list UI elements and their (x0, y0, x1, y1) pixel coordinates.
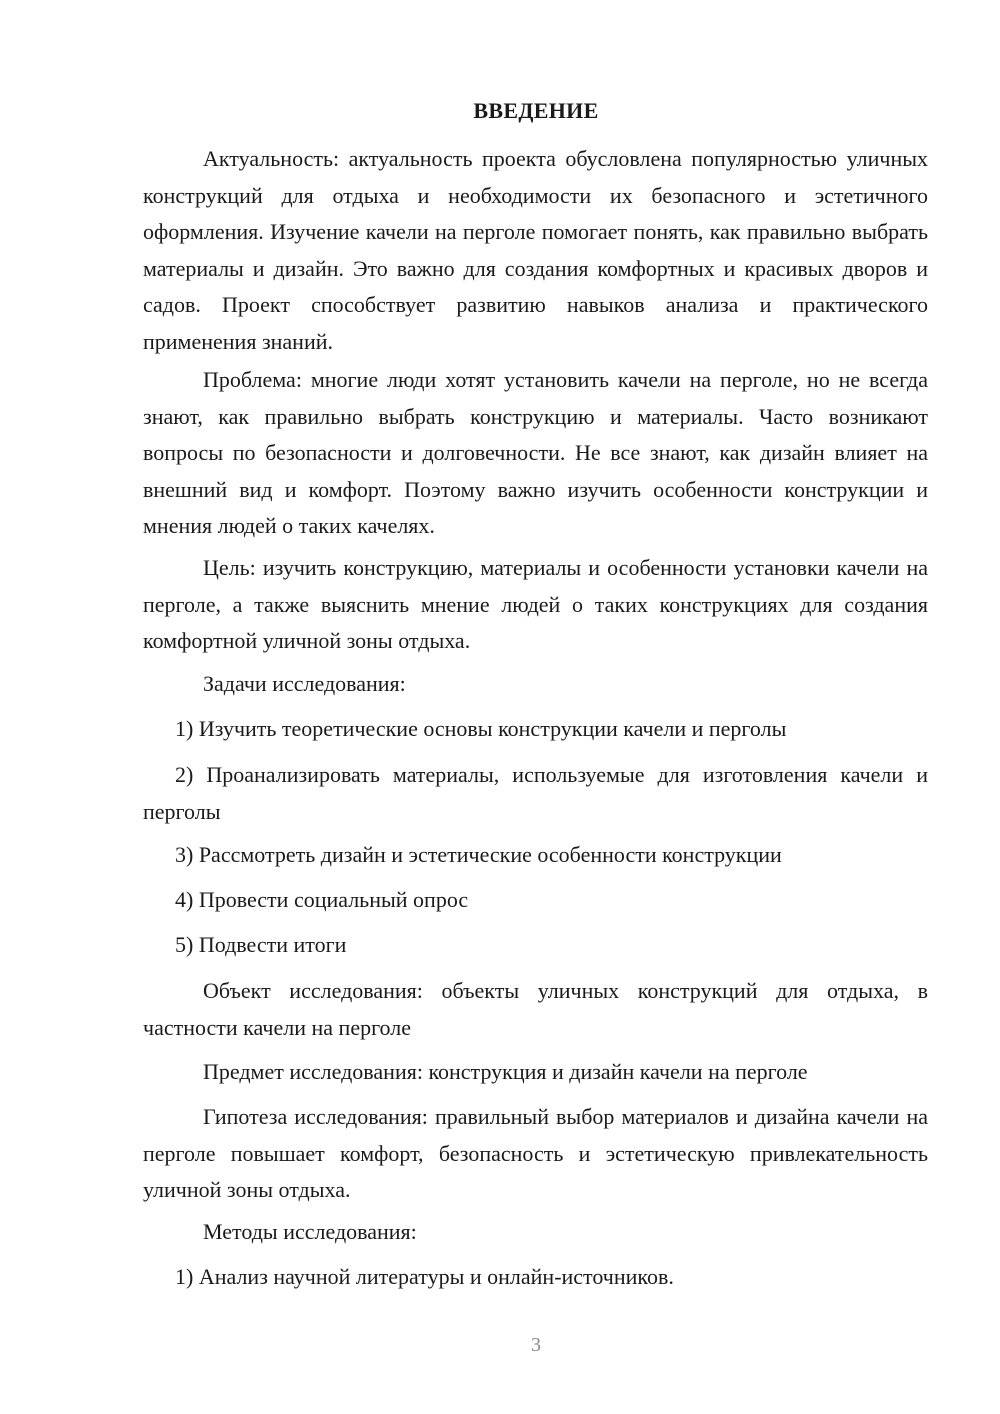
paragraph-subject: Предмет исследования: конструкция и дизайн качели на перголе (203, 1059, 808, 1084)
paragraph-hypothesis: Гипотеза исследования: правильный выбор материалов и дизайна качели на перголе повышает комфорт, безопасность и эстетическую привлекательность уличной зоны отдыха. (143, 1104, 928, 1203)
section-title: ВВЕДЕНИЕ (473, 98, 599, 123)
task-item-3: 3) Рассмотреть дизайн и эстетические особенности конструкции (175, 842, 782, 867)
task-item-2: 2) Проанализировать материалы, используемые для изготовления качели и перголы (143, 762, 928, 824)
paragraph-goal: Цель: изучить конструкцию, материалы и особенности установки качели на перголе, а также выяснить мнение людей о таких конструкциях для создания комфортной уличной зоны отдыха. (143, 555, 928, 654)
paragraph-methods-heading: Методы исследования: (203, 1219, 417, 1244)
paragraph-problem: Проблема: многие люди хотят установить качели на перголе, но не всегда знают, как правильно выбрать конструкцию и материалы. Часто возникают вопросы по безопасности и долговечности. Не все знают, как дизайн влияет на внешний вид и комфорт. Поэтому важно изучить особенности конструкции и мнения людей о таких качелях. (143, 367, 928, 539)
paragraph-tasks-heading: Задачи исследования: (203, 671, 406, 696)
task-item-4: 4) Провести социальный опрос (175, 887, 469, 912)
task-item-1: 1) Изучить теоретические основы конструкции качели и перголы (175, 716, 787, 741)
task-item-5: 5) Подвести итоги (175, 932, 347, 957)
paragraph-object: Объект исследования: объекты уличных конструкций для отдыха, в частности качели на перголе (143, 978, 928, 1040)
page-number: 3 (531, 1334, 541, 1356)
method-item-1: 1) Анализ научной литературы и онлайн-источников. (175, 1264, 674, 1289)
paragraph-relevance: Актуальность: актуальность проекта обусловлена популярностью уличных конструкций для отдыха и необходимости их безопасного и эстетичного оформления. Изучение качели на перголе помогает понять, как правильно выбрать материалы и дизайн. Это важно для создания комфортных и красивых дворов и садов. Проект способствует развитию навыков анализа и практического применения знаний. (143, 146, 928, 354)
